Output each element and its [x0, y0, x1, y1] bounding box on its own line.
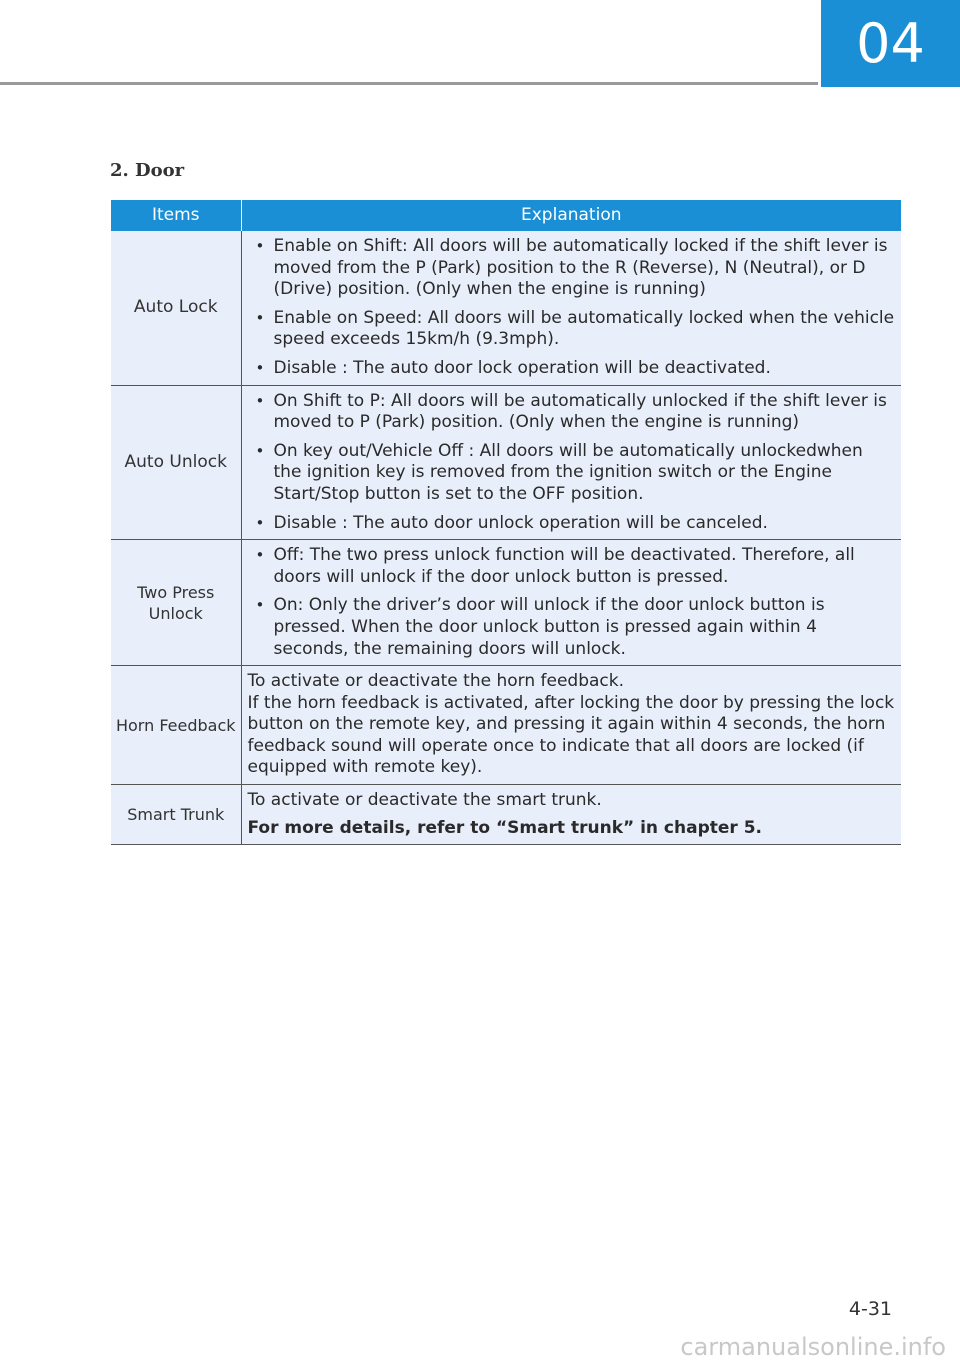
- item-smart-trunk: Smart Trunk: [111, 785, 241, 845]
- section-title: 2. Door: [110, 160, 185, 181]
- header-explanation: Explanation: [241, 200, 901, 231]
- explanation-smart-trunk: [241, 785, 901, 845]
- table-header-row: [111, 200, 901, 231]
- chapter-tab: 04: [821, 0, 960, 87]
- item-horn-feedback: Horn Feedback: [111, 666, 241, 785]
- bullet-item: • On Shift to P: All doors will be automatically unlocked if the shift lever is moved to P (Park) position. (Only when the engine is running): [248, 391, 896, 434]
- bullet-item: • Disable : The auto door lock operation will be deactivated.: [248, 358, 896, 380]
- bullet-item: • Off: The two press unlock function will be deactivated. Therefore, all doors will unlock if the door unlock button is pressed.: [248, 545, 896, 588]
- bullet-item: • Enable on Speed: All doors will be automatically locked when the vehicle speed exceeds 15km/h (9.3mph).: [248, 308, 896, 351]
- horn-feedback-line-1: To activate or deactivate the horn feedback.: [247, 671, 625, 692]
- item-auto-unlock: Auto Unlock: [111, 385, 241, 540]
- explanation-auto-lock: [241, 231, 901, 385]
- bullet-item: • Enable on Shift: All doors will be automatically locked if the shift lever is moved from the P (Park) position to the R (Reverse), N (Neutral), or D (Drive) position. (Only when the engine is running): [248, 236, 896, 301]
- bullet-item: • On: Only the driver’s door will unlock if the door unlock button is pressed. When the door unlock button is pressed again within 4 seconds, the remaining doors will unlock.: [248, 595, 896, 660]
- door-settings-table: [111, 200, 901, 845]
- explanation-horn-feedback: [241, 666, 901, 785]
- explanation-two-press-unlock: [241, 540, 901, 666]
- table-row-auto-unlock: [111, 385, 901, 540]
- item-auto-lock: Auto Lock: [111, 231, 241, 385]
- horn-feedback-line-2: If the horn feedback is activated, after locking the door by pressing the lock button on the remote key, and pressing it again within 4 seconds, the horn feedback sound will operate once to indicate that all doors are locked (if equipped with remote key).: [247, 692, 895, 778]
- item-two-press-unlock: Two Press Unlock: [111, 540, 241, 666]
- table-row-two-press-unlock: [111, 540, 901, 666]
- page-number: 4-31: [848, 1298, 892, 1320]
- header-items: Items: [111, 200, 241, 231]
- bullet-item: • Disable : The auto door unlock operation will be canceled.: [248, 513, 896, 535]
- table-row-auto-lock: [111, 231, 901, 385]
- smart-trunk-line-1: To activate or deactivate the smart trunk.: [247, 790, 602, 811]
- watermark: carmanualsonline.info: [680, 1333, 946, 1361]
- smart-trunk-reference: For more details, refer to “Smart trunk” in chapter 5.: [247, 817, 762, 838]
- header-rule: [0, 82, 818, 85]
- table-row-horn-feedback: [111, 666, 901, 785]
- bullet-item: • On key out/Vehicle Off : All doors will be automatically unlockedwhen the ignition key is removed from the ignition switch or the Engine Start/Stop button is set to the OFF position.: [248, 441, 896, 506]
- table-row-smart-trunk: [111, 785, 901, 845]
- explanation-auto-unlock: [241, 385, 901, 540]
